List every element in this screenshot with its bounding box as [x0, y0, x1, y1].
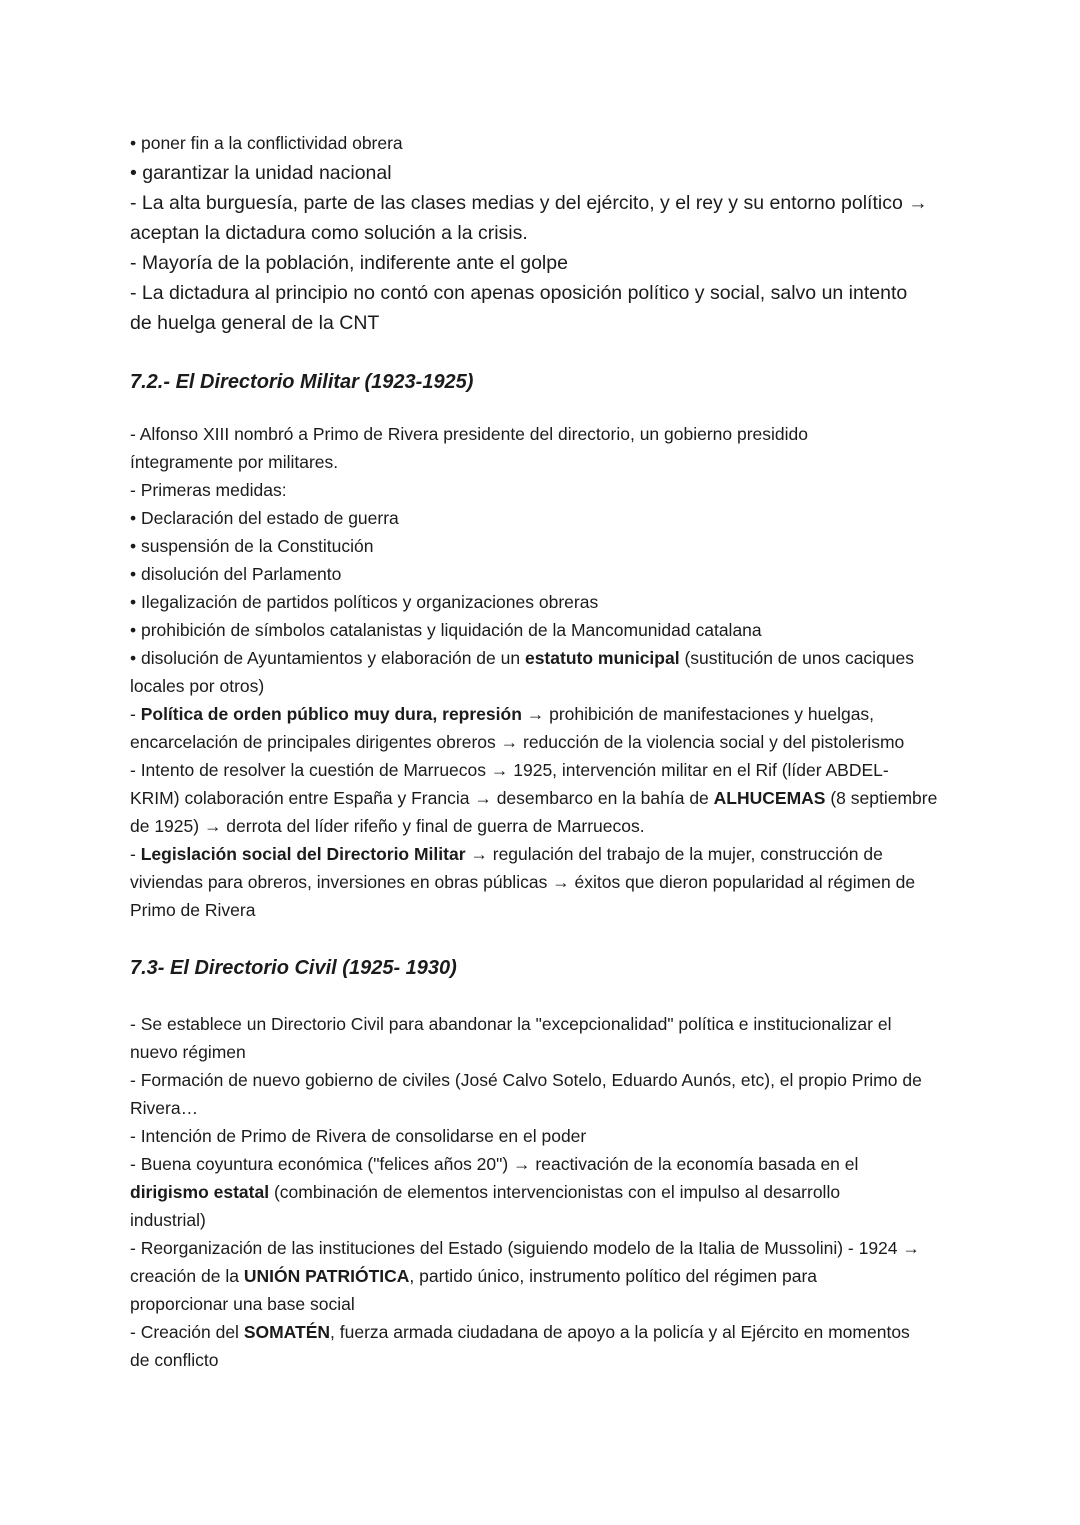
- text-line: - Reorganización de las instituciones del Estado (siguiendo modelo de la Italia de Mussolini) - 1924 →: [130, 1238, 920, 1258]
- text-line: viviendas para obreros, inversiones en obras públicas → éxitos que dieron popularidad al régimen de: [130, 872, 916, 892]
- text-line: Rivera…: [130, 1098, 199, 1118]
- bullet-line: • Declaración del estado de guerra: [130, 508, 399, 528]
- bullet-line: • disolución del Parlamento: [130, 564, 342, 584]
- text-line: industrial): [130, 1210, 206, 1230]
- text-span: → regulación del trabajo de la mujer, construcción de: [465, 844, 883, 864]
- text-line: [130, 700, 960, 728]
- text-line: de 1925) → derrota del líder rifeño y final de guerra de Marruecos.: [130, 816, 645, 836]
- text-span: (sustitución de unos caciques: [679, 648, 915, 668]
- bullet-line: • poner fin a la conflictividad obrera: [130, 133, 403, 153]
- bullet-line: • prohibición de símbolos catalanistas y liquidación de la Mancomunidad catalana: [130, 620, 762, 640]
- text-line: proporcionar una base social: [130, 1294, 355, 1314]
- text-line: [130, 840, 960, 868]
- text-line: de conflicto: [130, 1350, 219, 1370]
- text-line: locales por otros): [130, 676, 265, 696]
- text-span: -: [130, 704, 141, 724]
- text-line: [130, 784, 960, 812]
- section-body: [130, 420, 960, 924]
- intro-block: [130, 128, 960, 338]
- text-span: creación de la: [130, 1266, 244, 1286]
- bold-term: SOMATÉN: [243, 1322, 331, 1342]
- text-line: [130, 1178, 960, 1206]
- section-heading: 7.3- El Directorio Civil (1925- 1930): [130, 957, 457, 979]
- text-span: (combinación de elementos intervencionistas con el impulso al desarrollo: [269, 1182, 841, 1202]
- text-line: - La alta burguesía, parte de las clases medias y del ejército, y el rey y su entorno político →: [130, 192, 928, 214]
- text-line: - Intento de resolver la cuestión de Marruecos → 1925, intervención militar en el Rif (líder ABDEL-: [130, 760, 889, 780]
- text-span: (8 septiembre: [825, 788, 938, 808]
- bold-term: Legislación social del Directorio Militar: [140, 844, 466, 864]
- section-heading: 7.2.- El Directorio Militar (1923-1925): [130, 371, 474, 393]
- text-span: - Creación del: [130, 1322, 244, 1342]
- bullet-line: • garantizar la unidad nacional: [130, 162, 392, 184]
- text-span: , fuerza armada ciudadana de apoyo a la policía y al Ejército en momentos: [330, 1322, 910, 1342]
- text-line: [130, 1262, 960, 1290]
- section-body: [130, 1010, 960, 1374]
- text-span: KRIM) colaboración entre España y Francia → desembarco en la bahía de: [130, 788, 714, 808]
- bullet-line: • Ilegalización de partidos políticos y organizaciones obreras: [130, 592, 599, 612]
- text-line: de huelga general de la CNT: [130, 312, 380, 334]
- text-span: → prohibición de manifestaciones y huelgas,: [521, 704, 875, 724]
- text-span: -: [130, 844, 141, 864]
- text-line: [130, 1318, 960, 1346]
- text-line: - Intención de Primo de Rivera de consolidarse en el poder: [130, 1126, 587, 1146]
- bold-term: ALHUCEMAS: [713, 788, 826, 808]
- text-line: aceptan la dictadura como solución a la crisis.: [130, 222, 528, 244]
- text-line: - Alfonso XIII nombró a Primo de Rivera presidente del directorio, un gobierno presidido: [130, 424, 809, 444]
- text-line: - Se establece un Directorio Civil para abandonar la "excepcionalidad" política e institucionalizar el: [130, 1014, 892, 1034]
- bullet-line: • suspensión de la Constitución: [130, 536, 374, 556]
- text-line: nuevo régimen: [130, 1042, 246, 1062]
- bold-term: UNIÓN PATRIÓTICA: [243, 1266, 410, 1286]
- text-line: - Primeras medidas:: [130, 480, 287, 500]
- text-line: - Mayoría de la población, indiferente ante el golpe: [130, 252, 568, 274]
- text-span: • disolución de Ayuntamientos y elaboración de un: [130, 648, 525, 668]
- bold-term: Política de orden público muy dura, represión: [140, 704, 522, 724]
- bullet-line: [130, 644, 960, 672]
- bold-term: estatuto municipal: [524, 648, 680, 668]
- text-span: , partido único, instrumento político del régimen para: [409, 1266, 818, 1286]
- document-page: [130, 128, 960, 1374]
- text-line: íntegramente por militares.: [130, 452, 339, 472]
- text-line: - La dictadura al principio no contó con apenas oposición político y social, salvo un intento: [130, 282, 908, 304]
- text-line: - Buena coyuntura económica ("felices años 20") → reactivación de la economía basada en el: [130, 1154, 859, 1174]
- bold-term: dirigismo estatal: [130, 1182, 270, 1202]
- text-line: Primo de Rivera: [130, 900, 256, 920]
- text-line: - Formación de nuevo gobierno de civiles (José Calvo Sotelo, Eduardo Aunós, etc), el propio Primo de: [130, 1070, 922, 1090]
- text-line: encarcelación de principales dirigentes obreros → reducción de la violencia social y del pistolerismo: [130, 732, 905, 752]
